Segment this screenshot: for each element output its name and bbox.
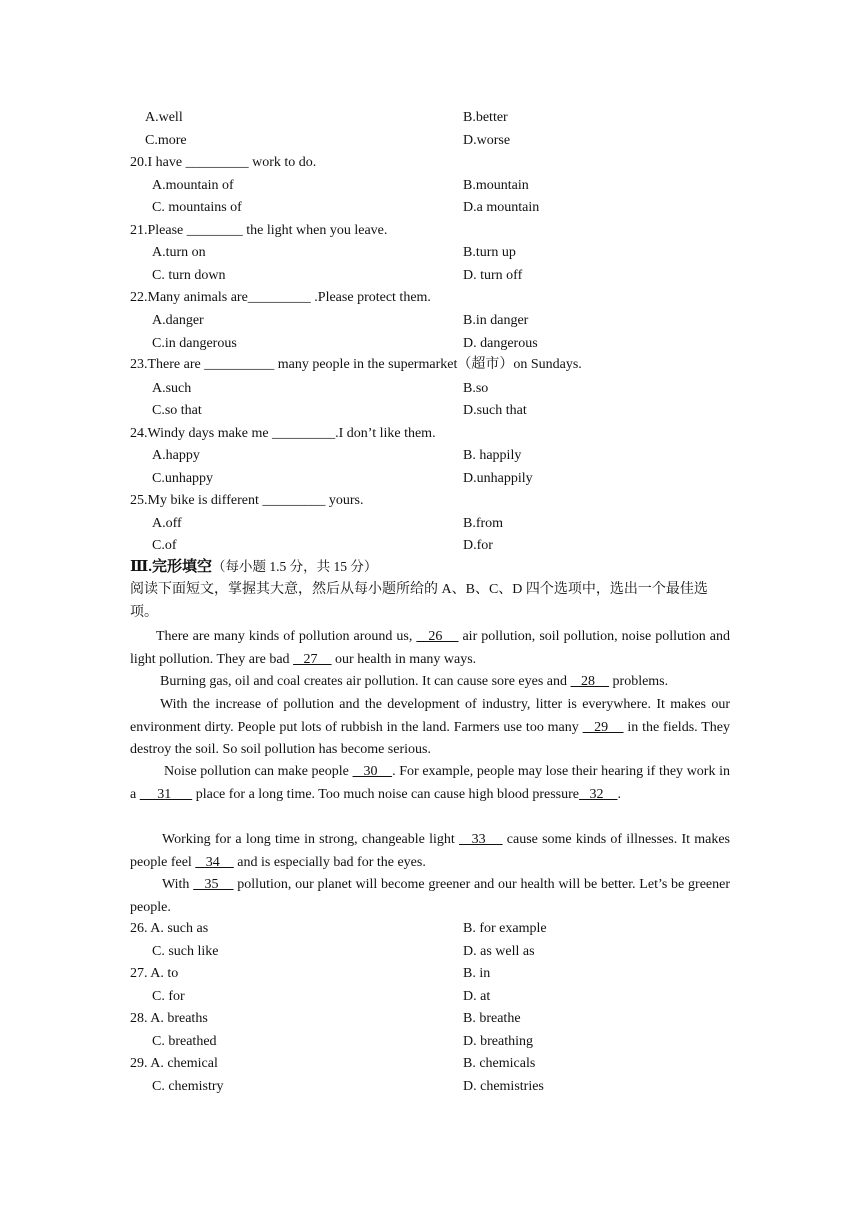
option-a: A.off bbox=[152, 516, 182, 531]
q19-option-c: C.more bbox=[145, 133, 187, 148]
blank-27: 27 bbox=[293, 651, 332, 667]
choice-option-c: C. chemistry bbox=[152, 1079, 224, 1094]
choice-option-c: C. such like bbox=[152, 944, 219, 959]
question-stem: 21.Please ________ the light when you leave. bbox=[130, 223, 388, 238]
passage-text: Working for a long time in strong, changeable light bbox=[162, 832, 459, 847]
choice-option-a: 28. A. breaths bbox=[130, 1011, 208, 1026]
blank-32: 32 bbox=[578, 786, 618, 802]
q19-option-d: D.worse bbox=[463, 133, 511, 148]
q19-option-a: A.well bbox=[145, 110, 183, 125]
passage-text: With bbox=[162, 877, 194, 892]
choice-option-a: 29. A. chemical bbox=[130, 1056, 218, 1071]
passage-text: With the increase of pollution and the development of industry, litter is everywhere. It makes our environment dirty. People put lots of rubbish in the land. Farmers use too many bbox=[130, 697, 730, 735]
option-d: D. turn off bbox=[463, 268, 523, 283]
passage-text: Noise pollution can make people bbox=[164, 764, 353, 779]
blank-26: 26 bbox=[416, 629, 459, 644]
passage-text: air pollution, soil pollution, noise pollution and light pollution. They are bad bbox=[130, 629, 730, 667]
passage-text: cause some kinds of illnesses. It makes people feel bbox=[130, 832, 731, 870]
passage-paragraph-2 bbox=[130, 671, 730, 694]
option-c: C.unhappy bbox=[152, 471, 214, 486]
blank-34: 34 bbox=[195, 854, 234, 870]
option-d: D.for bbox=[463, 538, 493, 553]
passage-paragraph-3 bbox=[130, 694, 730, 762]
section-title: Ⅲ.完形填空 bbox=[130, 559, 213, 575]
question-stem: 23.There are __________ many people in the supermarket（超市）on Sundays. bbox=[130, 357, 582, 372]
passage-paragraph-6 bbox=[130, 874, 730, 919]
passage-text: pollution, our planet will become greener and our health will be better. Let’s be greener people. bbox=[130, 877, 730, 915]
option-d: D.unhappily bbox=[463, 471, 533, 486]
blank-33: 33 bbox=[458, 832, 503, 847]
option-d: D.a mountain bbox=[463, 200, 540, 215]
option-a: A.happy bbox=[152, 448, 200, 463]
option-a: A.danger bbox=[152, 313, 204, 328]
option-c: C.in dangerous bbox=[152, 336, 237, 351]
choice-option-d: D. chemistries bbox=[463, 1079, 544, 1094]
choice-option-b: B. for example bbox=[463, 921, 547, 936]
section-instruction: 阅读下面短文，掌握其大意，然后从每小题所给的 A、B、C、D 四个选项中，选出一个最佳选项。 bbox=[130, 582, 708, 620]
question-stem: 22.Many animals are_________ .Please protect them. bbox=[130, 290, 431, 305]
question-stem: 24.Windy days make me _________.I don’t like them. bbox=[130, 426, 436, 441]
option-d: D. dangerous bbox=[463, 336, 538, 351]
option-b: B.mountain bbox=[463, 178, 529, 193]
blank-30: 30 bbox=[352, 764, 393, 779]
choice-option-d: D. at bbox=[463, 989, 491, 1004]
option-b: B.in danger bbox=[463, 313, 529, 328]
question-stem: 25.My bike is different _________ yours. bbox=[130, 493, 364, 508]
choice-option-d: D. as well as bbox=[463, 944, 535, 959]
blank-31: 31 bbox=[139, 786, 193, 802]
choice-option-b: B. in bbox=[463, 966, 491, 981]
option-c: C. mountains of bbox=[152, 200, 242, 215]
passage-paragraph-1 bbox=[130, 626, 730, 671]
option-c: C.of bbox=[152, 538, 177, 553]
option-b: B.so bbox=[463, 381, 489, 396]
blank-28: 28 bbox=[570, 674, 610, 689]
choice-option-b: B. breathe bbox=[463, 1011, 521, 1026]
passage-text: problems. bbox=[609, 674, 669, 689]
q19-option-b: B.better bbox=[463, 110, 508, 125]
option-a: A.such bbox=[152, 381, 192, 396]
option-a: A.turn on bbox=[152, 245, 206, 260]
option-b: B.turn up bbox=[463, 245, 516, 260]
question-stem: 20.I have _________ work to do. bbox=[130, 155, 317, 170]
choice-option-a: 26. A. such as bbox=[130, 921, 209, 936]
choice-option-c: C. breathed bbox=[152, 1034, 217, 1049]
passage-text: There are many kinds of pollution around us, bbox=[156, 629, 417, 644]
option-b: B.from bbox=[463, 516, 504, 531]
passage-text: our health in many ways. bbox=[331, 651, 477, 667]
blank-35: 35 bbox=[193, 877, 234, 892]
passage-text: and is especially bad for the eyes. bbox=[233, 854, 426, 870]
passage-text: Burning gas, oil and coal creates air pollution. It can cause sore eyes and bbox=[160, 674, 571, 689]
choice-option-c: C. for bbox=[152, 989, 185, 1004]
passage-text: . For example, people may lose their hearing if they work in a bbox=[130, 764, 731, 802]
option-c: C.so that bbox=[152, 403, 202, 418]
option-a: A.mountain of bbox=[152, 178, 234, 193]
section-note: （每小题 1.5 分，共 15 分） bbox=[212, 559, 378, 574]
passage-paragraph-4 bbox=[130, 761, 730, 806]
passage-paragraph-5 bbox=[130, 829, 730, 874]
choice-option-a: 27. A. to bbox=[130, 966, 179, 981]
section-heading bbox=[130, 557, 377, 577]
passage-text: place for a long time. Too much noise can cause high blood pressure bbox=[192, 786, 579, 802]
option-c: C. turn down bbox=[152, 268, 226, 283]
choice-option-d: D. breathing bbox=[463, 1034, 533, 1049]
option-d: D.such that bbox=[463, 403, 527, 418]
choice-option-b: B. chemicals bbox=[463, 1056, 536, 1071]
passage-text: in the fields. They destroy the soil. So soil pollution has become serious. bbox=[130, 719, 730, 758]
passage-text: . bbox=[617, 786, 621, 802]
blank-29: 29 bbox=[582, 719, 624, 735]
option-b: B. happily bbox=[463, 448, 522, 463]
